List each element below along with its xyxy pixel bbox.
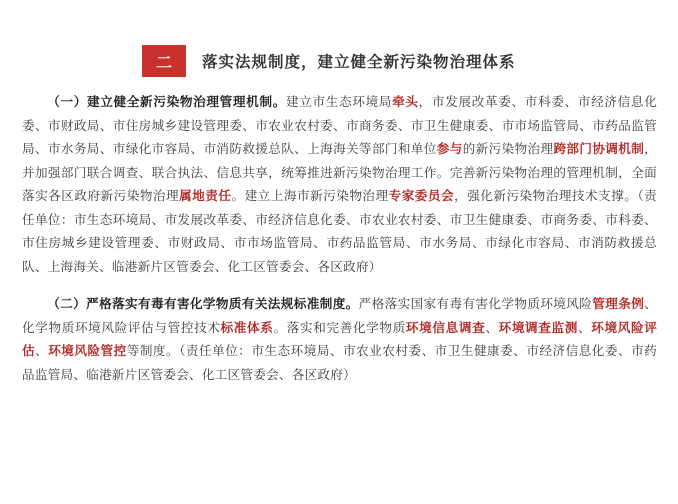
highlighted-term: 属地责任 bbox=[179, 188, 232, 203]
body-text: 的新污染物治理 bbox=[462, 141, 554, 156]
highlighted-term: 专家委员会 bbox=[388, 188, 455, 203]
body-text: ，强化新污染物治理技术支撑。（责任单位：市生态环境局、市发展改革委、市经济信息化委、市农业农村委、市卫生健康委、市商务委、市科委、市住房城乡建设管理委、市财政局、市市场监管局、市药品监管局、市水务局、市绿化市容局、市消防救援总队、上海海关、临港新片区管委会、化工区管委会、各区政府） bbox=[22, 188, 658, 274]
section-number-badge: 二 bbox=[142, 45, 186, 77]
highlighted-term: 环境调查监测 bbox=[498, 319, 579, 335]
body-text: 、 bbox=[35, 343, 49, 358]
highlighted-term: 跨部门协调机制 bbox=[553, 141, 645, 156]
paragraph-heading: （一）建立健全新污染物治理管理机制。 bbox=[47, 94, 286, 109]
body-text: 、 bbox=[485, 319, 499, 335]
highlighted-term: 环境风险评估 bbox=[22, 319, 658, 358]
body-text: 等制度。（责任单位：市生态环境局、市农业农村委、市卫生健康委、市经济信息化委、市药品监管局、临港新片区管委会、化工区管委会、各区政府） bbox=[22, 343, 658, 382]
paragraph-heading: （二）严格落实有毒有害化学物质有关法规标准制度。 bbox=[47, 296, 359, 311]
body-text: 。落实和完善化学物质 bbox=[273, 319, 406, 335]
highlighted-term: 牵头 bbox=[392, 94, 419, 109]
highlighted-term: 参与 bbox=[436, 141, 463, 156]
body-text: 、化学物质环境风险评估与管控技术 bbox=[22, 296, 658, 335]
article-body bbox=[22, 90, 657, 386]
paragraph-1 bbox=[22, 90, 657, 278]
body-text: 严格落实国家有毒有害化学物质环境风险 bbox=[358, 296, 593, 311]
body-text: 、 bbox=[578, 319, 592, 335]
paragraph-2 bbox=[22, 292, 657, 386]
body-text: 。建立上海市新污染物治理 bbox=[231, 188, 389, 203]
section-title: 落实法规制度，建立健全新污染物治理体系 bbox=[202, 53, 516, 71]
highlighted-term: 标准体系 bbox=[220, 319, 274, 335]
body-text: 建立市生态环境局 bbox=[285, 94, 393, 109]
body-text: ，市发展改革委、市科委、市经济信息化委、市财政局、市住房城乡建设管理委、市农业农村委、市商务委、市卫生健康委、市市场监管局、市药品监管局、市水务局、市绿化市容局、市消防救援总队、上海海关等部门和单位 bbox=[22, 94, 658, 156]
body-text: ，并加强部门联合调查、联合执法、信息共享，统筹推进新污染物治理工作。完善新污染物治理的管理机制，全面落实各区政府新污染物治理 bbox=[22, 141, 658, 203]
highlighted-term: 管理条例 bbox=[592, 296, 645, 311]
highlighted-term: 环境信息调查 bbox=[405, 319, 486, 335]
highlighted-term: 环境风险管控 bbox=[48, 343, 127, 358]
section-header bbox=[142, 45, 516, 77]
